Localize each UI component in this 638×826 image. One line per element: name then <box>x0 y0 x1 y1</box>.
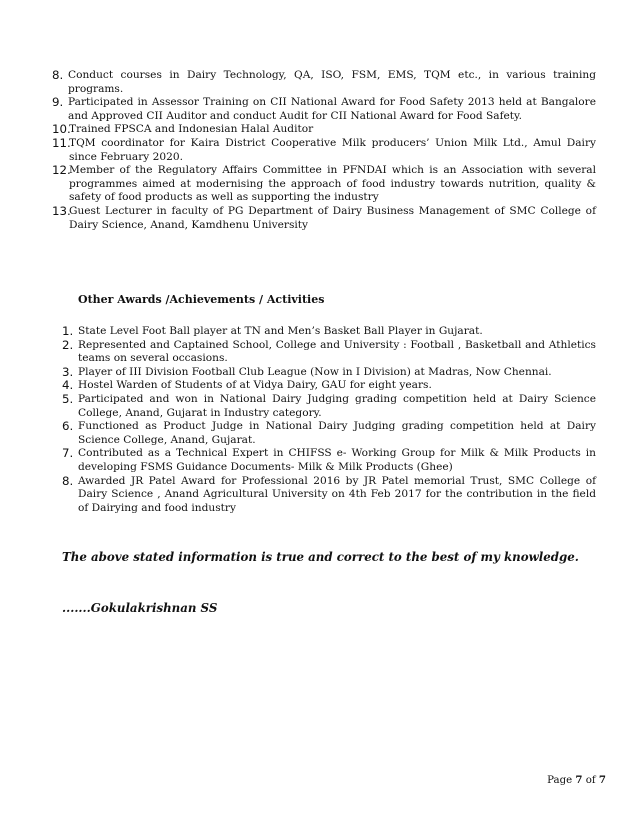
item-number: 4. <box>62 378 74 393</box>
item-text: State Level Foot Ball player at TN and Men’s Basket Ball Player in Gujarat. <box>78 325 483 337</box>
item-text: Participated and won in National Dairy Judging grading competition held at Dairy Science College, Anand, Gujarat in Industry category. <box>78 392 596 419</box>
page-footer <box>547 774 606 786</box>
training-list <box>52 69 596 232</box>
item-number: 3. <box>62 364 74 379</box>
page-label: Page <box>547 775 576 786</box>
item-text: Player of III Division Football Club League (Now in I Division) at Madras, Now Chennai. <box>78 365 552 378</box>
list-item <box>52 205 596 232</box>
list-item <box>62 339 596 366</box>
item-number: 12. <box>52 163 71 178</box>
list-item <box>62 325 596 339</box>
item-text: Trained FPSCA and Indonesian Halal Auditor <box>69 123 314 136</box>
item-text: TQM coordinator for Kaira District Cooperative Milk producers’ Union Milk Ltd., Amul Dairy since February 2020. <box>69 136 596 163</box>
list-item <box>52 69 596 96</box>
declaration-statement: The above stated information is true and correct to the best of my knowledge. <box>62 550 579 564</box>
item-text: Conduct courses in Dairy Technology, QA, ISO, FSM, EMS, TQM etc., in various training programs. <box>68 69 596 95</box>
item-text: Represented and Captained School, College and University : Football , Basketball and Athletics teams on several occasions. <box>78 338 596 365</box>
item-text: Guest Lecturer in faculty of PG Department of Dairy Business Management of SMC College of Dairy Science, Anand, Kamdhenu University <box>69 204 596 231</box>
item-text: Member of the Regulatory Affairs Committee in PFNDAI which is an Association with several programmes aimed at modernising the approach of food industry towards nutrition, quality & safety of food products as well as supporting the industry <box>69 164 596 204</box>
list-item <box>62 475 596 516</box>
list-item <box>62 379 596 393</box>
item-text: Participated in Assessor Training on CII National Award for Food Safety 2013 held at Bangalore and Approved CII Auditor and conduct Audit for CII National Award for Food Safety. <box>68 96 596 122</box>
page-current: 7 <box>575 774 583 786</box>
item-number: 8. <box>52 68 64 82</box>
signature-name: .......Gokulakrishnan SS <box>62 601 218 615</box>
item-number: 5. <box>62 391 74 406</box>
list-item <box>52 96 596 123</box>
item-text: Awarded JR Patel Award for Professional 2016 by JR Patel memorial Trust, SMC College of Dairy Science , Anand Agricultural University on 4th Feb 2017 for the contribution in the field of Dairying and food industry <box>78 474 596 514</box>
page-total: 7 <box>598 774 606 786</box>
list-item <box>62 420 596 447</box>
item-number: 10. <box>52 122 71 137</box>
list-item <box>62 447 596 474</box>
item-number: 13. <box>52 203 71 218</box>
item-number: 9. <box>52 95 64 110</box>
item-number: 11. <box>52 135 71 150</box>
item-number: 2. <box>62 337 74 352</box>
item-number: 6. <box>62 419 74 434</box>
awards-list <box>62 325 596 515</box>
list-item <box>52 164 596 205</box>
section-heading: Other Awards /Achievements / Activities <box>78 293 325 306</box>
list-item <box>52 137 596 164</box>
item-number: 8. <box>62 473 74 488</box>
item-number: 7. <box>62 446 74 461</box>
list-item <box>62 393 596 420</box>
item-text: Functioned as Product Judge in National Dairy Judging grading competition held at Dairy Science College, Anand, Gujarat. <box>78 420 596 446</box>
list-item <box>62 366 596 380</box>
item-text: Hostel Warden of Students of at Vidya Dairy, GAU for eight years. <box>78 379 432 392</box>
list-item <box>52 123 596 137</box>
item-text: Contributed as a Technical Expert in CHIFSS e- Working Group for Milk & Milk Products in developing FSMS Guidance Documents- Milk & Milk Products (Ghee) <box>78 447 596 473</box>
item-number: 1. <box>62 324 74 338</box>
of-label: of <box>582 775 599 786</box>
